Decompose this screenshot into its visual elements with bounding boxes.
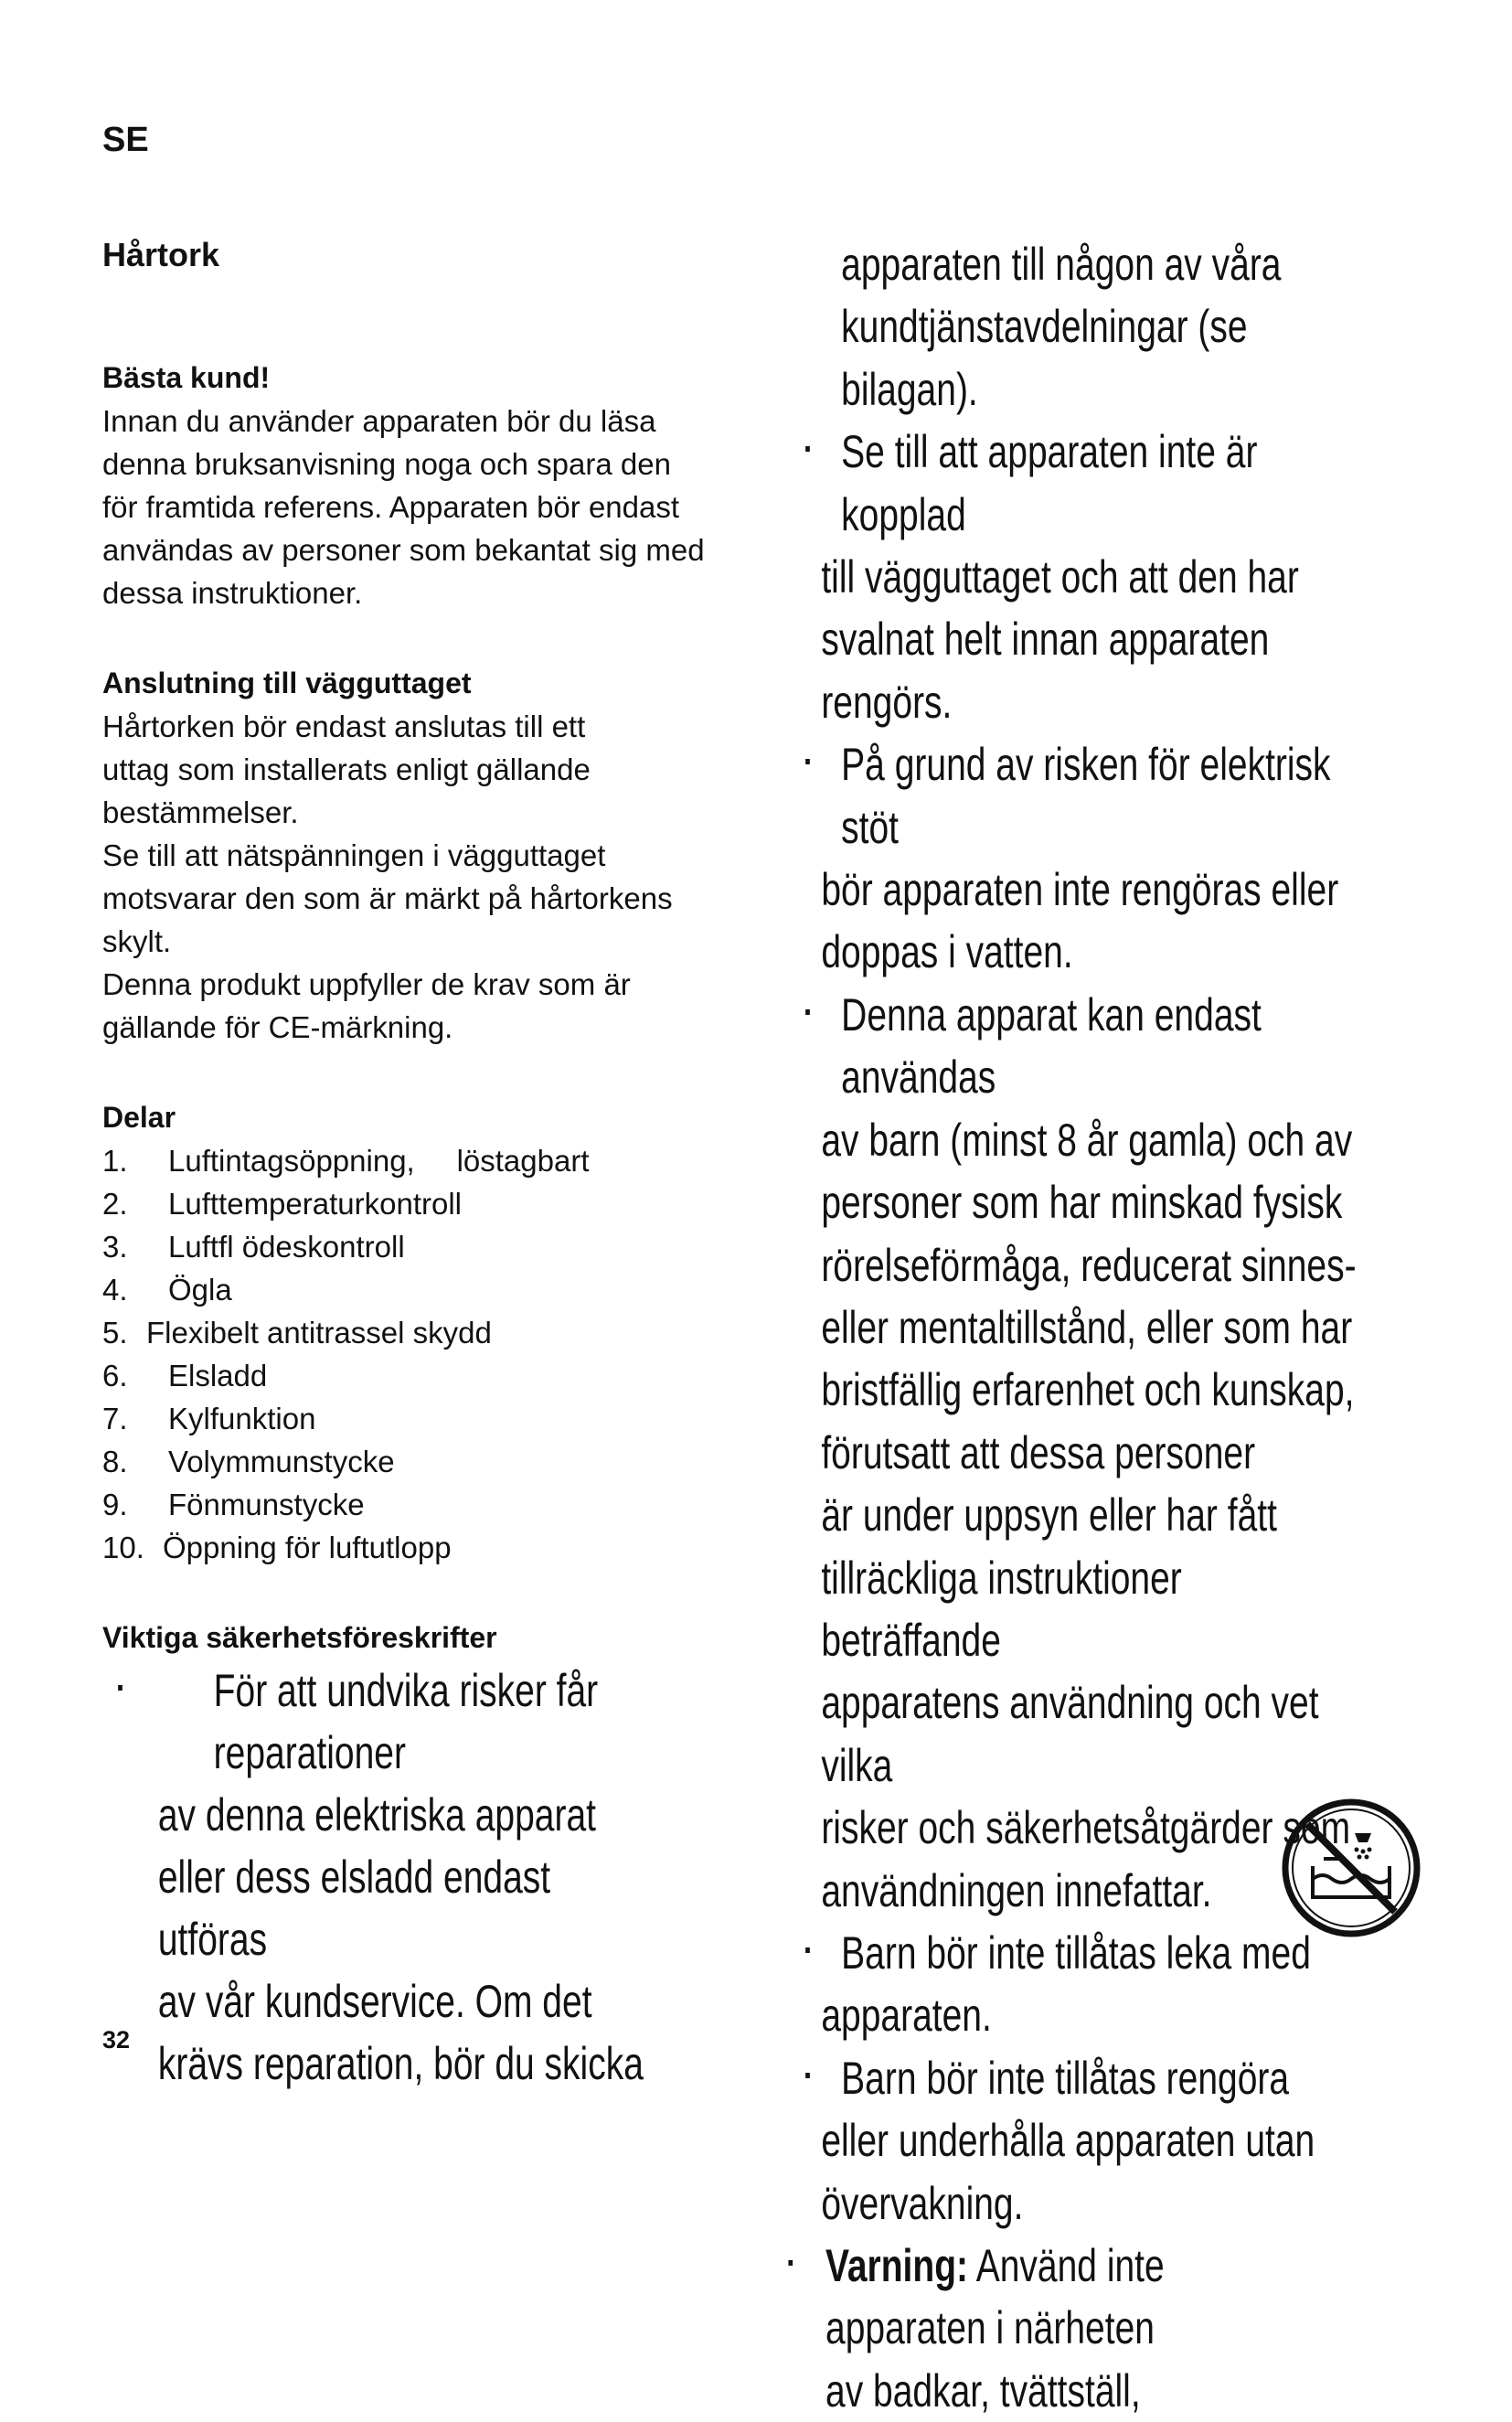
bullet-line: personer som har minskad fysisk	[821, 1177, 1343, 1229]
warning-bullet	[788, 2235, 1367, 2422]
part-number: 8.	[102, 1445, 128, 1478]
greeting-line: dessa instruktioner.	[102, 576, 363, 610]
safety-heading: Viktiga säkerhetsföreskrifter	[102, 1621, 497, 1654]
safety-line: av vår kundservice. Om det	[157, 1976, 592, 2027]
parts-list-item	[102, 1182, 797, 1225]
bullet-line: På grund av risken för elektrisk stöt	[841, 739, 1331, 853]
bullet-marker	[805, 446, 810, 452]
greeting-line: Innan du använder apparaten bör du läsa	[102, 404, 656, 438]
connection-line: gällande för CE-märkning.	[102, 1010, 453, 1044]
warning-text: Använd inte	[968, 2240, 1165, 2291]
greeting-line: för framtida referens. Apparaten bör endast	[102, 490, 680, 524]
safety-line: För att undvika risker får reparationer	[213, 1665, 599, 1778]
part-label: Elsladd	[168, 1359, 268, 1392]
part-number: 1.	[102, 1144, 128, 1178]
parts-list-item	[102, 1397, 797, 1440]
greeting-line: denna bruksanvisning noga och spara den	[102, 447, 671, 481]
left-column	[102, 233, 797, 1659]
part-number: 6.	[102, 1359, 128, 1392]
bullet-line: användningen innefattar.	[821, 1864, 1212, 1916]
bullet-line: apparatens användning och vet vilka	[821, 1677, 1319, 1791]
part-label: Volymmunstycke	[168, 1445, 395, 1478]
bullet-line: rörelseförmåga, reducerat sinnes-	[821, 1239, 1357, 1291]
no-water-icon	[1278, 1795, 1424, 1941]
part-label: Luftfl ödeskontroll	[168, 1230, 405, 1264]
safety-bullet	[102, 1659, 644, 2095]
greeting-heading: Bästa kund!	[102, 361, 271, 394]
bullet-line: apparaten.	[821, 1990, 992, 2042]
bullet-line: Barn bör inte tillåtas rengöra	[841, 2052, 1290, 2104]
parts-list-item	[102, 1526, 797, 1569]
bullet-line: av barn (minst 8 år gamla) och av	[821, 1114, 1353, 1166]
right-column	[821, 233, 1368, 2422]
parts-list-item	[102, 1268, 797, 1311]
part-number: 3.	[102, 1230, 128, 1264]
bullet-line: tillräckliga instruktioner beträffande	[821, 1552, 1182, 1666]
parts-list-item	[102, 1440, 797, 1483]
bullet-line: bristfällig erfarenhet och kunskap,	[821, 1364, 1355, 1416]
part-number: 7.	[102, 1402, 128, 1435]
bullet-line: Barn bör inte tillåtas leka med	[841, 1926, 1311, 1979]
part-number: 9.	[102, 1488, 128, 1521]
continuation-line: apparaten till någon av våra	[841, 239, 1282, 290]
warning-first-line	[825, 2235, 1368, 2297]
part-label: Flexibelt antitrassel skydd	[146, 1316, 492, 1350]
connection-line: bestämmelser.	[102, 795, 299, 829]
part-number: 5.	[102, 1316, 128, 1350]
parts-list-item	[102, 1311, 797, 1354]
parts-section	[102, 1096, 797, 1569]
bullet-line: Denna apparat kan endast användas	[841, 988, 1262, 1104]
continuation-line: kundtjänstavdelningar (se bilagan).	[841, 301, 1248, 415]
safety-line: eller dess elsladd endast utföras	[157, 1851, 551, 1965]
parts-list	[102, 1139, 797, 1569]
greeting-section	[102, 357, 797, 614]
part-label: Fönmunstycke	[168, 1488, 365, 1521]
bullet-line: är under uppsyn eller har fått	[821, 1489, 1277, 1542]
part-label: Öppning för luftutlopp	[163, 1531, 452, 1564]
bullet-marker	[805, 1947, 810, 1953]
safety-bullet-left	[102, 1659, 644, 2095]
bullet-marker	[805, 1009, 810, 1015]
part-number: 4.	[102, 1273, 128, 1307]
connection-line: uttag som installerats enligt gällande	[102, 752, 591, 786]
bullet-marker	[805, 759, 810, 764]
safety-bullet	[805, 421, 1368, 733]
connection-line: Se till att nätspänningen i vägguttaget	[102, 838, 606, 872]
safety-line: av denna elektriska apparat	[157, 1789, 596, 1841]
connection-line: Denna produkt uppfyller de krav som är	[102, 967, 631, 1001]
bullet-line: Se till att apparaten inte är kopplad	[841, 426, 1258, 540]
warning-line: av badkar, tvättställ,	[825, 2364, 1141, 2417]
connection-line: motsvarar den som är märkt på hårtorkens	[102, 881, 673, 915]
bullet-marker	[805, 2073, 810, 2078]
parts-list-item	[102, 1354, 797, 1397]
safety-bullet	[805, 733, 1368, 984]
bullet-line: risker och säkerhetsåtgärder som	[821, 1802, 1351, 1854]
safety-line: krävs reparation, bör du skicka	[157, 2038, 644, 2089]
bullet-line: till vägguttaget och att den har	[821, 551, 1299, 603]
bullet-line: eller mentaltillstånd, eller som har	[821, 1301, 1353, 1353]
part-label: Lufttemperaturkontroll	[168, 1187, 462, 1221]
bullet-marker	[788, 2260, 793, 2266]
page-number: 32	[102, 2026, 131, 2054]
bullet-line: övervakning.	[821, 2177, 1024, 2229]
bullet-line: bör apparaten inte rengöras eller	[821, 864, 1339, 916]
safety-bullet	[805, 984, 1368, 1922]
bullet-line: förutsatt att dessa personer	[821, 1426, 1256, 1478]
parts-list-item	[102, 1139, 797, 1182]
bullet-line: svalnat helt innan apparaten rengörs.	[821, 614, 1270, 728]
part-label: Luftintagsöppning, löstagbart	[168, 1144, 590, 1178]
bullet-line: eller underhålla apparaten utan	[821, 2115, 1315, 2167]
connection-section	[102, 662, 797, 1049]
parts-list-item	[102, 1225, 797, 1268]
greeting-line: användas av personer som bekantat sig med	[102, 533, 705, 567]
connection-heading: Anslutning till vägguttaget	[102, 667, 472, 699]
safety-bullet	[805, 2047, 1368, 2235]
bullet-marker	[118, 1685, 122, 1691]
part-number: 10.	[102, 1531, 144, 1564]
parts-list-item	[102, 1483, 797, 1526]
connection-line: Hårtorken bör endast anslutas till ett	[102, 710, 586, 743]
warning-line: apparaten i närheten	[825, 2302, 1155, 2354]
warning-label: Varning:	[825, 2240, 969, 2291]
connection-line: skylt.	[102, 924, 172, 958]
bullet-line: doppas i vatten.	[821, 926, 1073, 978]
part-label: Kylfunktion	[168, 1402, 316, 1435]
parts-heading: Delar	[102, 1101, 176, 1134]
product-title: Hårtork	[102, 236, 220, 273]
part-label: Ögla	[168, 1273, 232, 1307]
language-code: SE	[102, 121, 149, 159]
part-number: 2.	[102, 1187, 128, 1221]
